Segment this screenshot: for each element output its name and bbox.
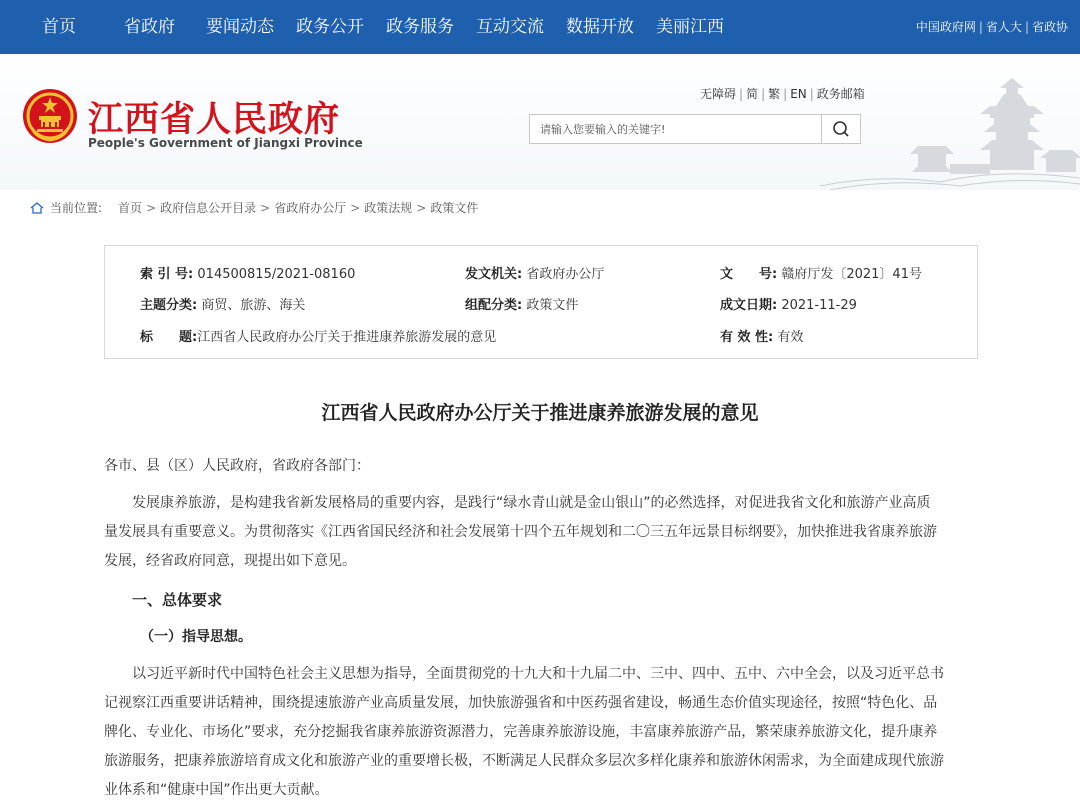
meta-document-number: [720, 263, 922, 282]
meta-value: 014500815/2021-08160: [197, 267, 356, 282]
divider: |: [978, 20, 983, 34]
breadcrumb-separator: >: [146, 201, 157, 215]
divider: |: [739, 87, 744, 101]
document-title: 江西省人民政府办公厅关于推进康养旅游发展的意见: [321, 402, 759, 424]
meta-label: 主题分类:: [140, 298, 198, 313]
link-provincial-congress[interactable]: 省人大: [985, 20, 1022, 34]
link-simplified[interactable]: 简: [746, 87, 759, 101]
breadcrumb-info-disclosure-catalog[interactable]: 政府信息公开目录: [160, 201, 257, 215]
meta-label: 标 题:: [140, 330, 198, 345]
meta-label: 发文机关:: [465, 267, 523, 282]
meta-written-date: [720, 294, 857, 313]
meta-label: 有 效 性:: [720, 330, 774, 345]
meta-label: 组配分类:: [465, 298, 523, 313]
meta-label: 索 引 号:: [140, 267, 194, 282]
meta-value: 江西省人民政府办公厅关于推进康养旅游发展的意见: [197, 330, 497, 345]
meta-genre-category: [465, 294, 578, 313]
document-metadata-box: [104, 245, 978, 359]
breadcrumb-policy-documents[interactable]: 政策文件: [430, 201, 479, 215]
site-title[interactable]: 江西省人民政府: [88, 99, 341, 140]
link-gov-mailbox[interactable]: 政务邮箱: [816, 87, 865, 101]
site-header: [0, 54, 1080, 190]
meta-label: 成文日期:: [720, 298, 778, 313]
link-english[interactable]: EN: [790, 87, 807, 101]
meta-label: 文 号:: [720, 267, 778, 282]
subsection-heading: （一）指导思想。: [140, 629, 252, 645]
intro-paragraph: [104, 489, 982, 576]
breadcrumb-separator: >: [416, 201, 427, 215]
meta-topic-category: [140, 294, 305, 313]
top-nav-bar: [0, 0, 1080, 54]
nav-item-government-services[interactable]: 政务服务: [386, 17, 454, 37]
breadcrumb-label: 当前位置:: [50, 201, 103, 215]
breadcrumb: [30, 199, 478, 216]
divider: |: [761, 87, 766, 101]
guiding-ideology-paragraph: [104, 660, 982, 805]
paragraph-line: 发展康养旅游，是构建我省新发展格局的重要内容，是践行“绿水青山就是金山银山”的必然选择，对促进我省文化和旅游产业高质: [104, 495, 931, 511]
tengwang-pavilion-illustration: [820, 64, 1080, 190]
link-accessibility[interactable]: 无障碍: [700, 87, 737, 101]
divider: |: [809, 87, 814, 101]
national-emblem-icon: [22, 88, 78, 144]
meta-value: 有效: [777, 330, 804, 345]
paragraph-line: 以习近平新时代中国特色社会主义思想为指导，全面贯彻党的十九大和十九届二中、三中、四中、五中、六中全会，以及习近平总书: [104, 666, 944, 682]
paragraph-line: 记视察江西重要讲话精神，围绕提速旅游产业高质量发展，加快旅游强省和中医药强省建设，畅通生态价值实现途径，按照“特色化、品: [104, 695, 938, 711]
link-provincial-cppcc[interactable]: 省政协: [1031, 20, 1068, 34]
meta-issuing-agency: [465, 263, 604, 282]
paragraph-line: 旅游服务，把康养旅游培育成文化和旅游产业的重要增长极，不断满足人民群众多层次多样化康养和旅游休闲需求，为全面建成现代旅游: [104, 753, 944, 769]
nav-item-news[interactable]: 要闻动态: [206, 17, 274, 37]
site-subtitle: People's Government of Jiangxi Province: [88, 136, 363, 150]
meta-value: 2021-11-29: [781, 298, 857, 313]
nav-item-beautiful-jiangxi[interactable]: 美丽江西: [656, 17, 724, 37]
breadcrumb-separator: >: [260, 201, 271, 215]
meta-value: 省政府办公厅: [526, 267, 605, 282]
paragraph-line: 发展，经省政府同意，现提出如下意见。: [104, 553, 356, 569]
paragraph-line: 业体系和“健康中国”作出更大贡献。: [104, 782, 329, 798]
meta-value: 商贸、旅游、海关: [201, 298, 306, 313]
nav-item-interaction[interactable]: 互动交流: [476, 17, 544, 37]
nav-item-provincial-government[interactable]: 省政府: [124, 17, 175, 37]
breadcrumb-home[interactable]: 首页: [118, 201, 143, 215]
meta-title: [140, 326, 496, 345]
link-china-gov[interactable]: 中国政府网: [915, 20, 976, 34]
divider: |: [1024, 20, 1029, 34]
top-external-links: [916, 0, 1068, 54]
breadcrumb-policies-regulations[interactable]: 政策法规: [364, 201, 413, 215]
section-heading: 一、总体要求: [132, 591, 223, 609]
nav-item-government-affairs-disclosure[interactable]: 政务公开: [296, 17, 364, 37]
breadcrumb-general-office[interactable]: 省政府办公厅: [274, 201, 347, 215]
breadcrumb-separator: >: [350, 201, 361, 215]
divider: |: [783, 87, 788, 101]
meta-value: 政策文件: [526, 298, 579, 313]
search-box: [529, 114, 861, 144]
paragraph-line: 量发展具有重要意义。为贯彻落实《江西省国民经济和社会发展第十四个五年规划和二〇三五年远景目标纲要》，加快推进我省康养旅游: [104, 524, 937, 540]
nav-item-open-data[interactable]: 数据开放: [566, 17, 634, 37]
link-traditional[interactable]: 繁: [768, 87, 781, 101]
meta-index-number: [140, 263, 355, 282]
search-input[interactable]: [530, 115, 822, 143]
meta-validity: [720, 326, 803, 345]
home-icon: [30, 202, 44, 214]
meta-value: 赣府厅发〔2021〕41号: [781, 267, 922, 282]
nav-item-home[interactable]: 首页: [42, 17, 76, 37]
salutation: 各市、县（区）人民政府，省政府各部门：: [104, 458, 370, 474]
paragraph-line: 牌化、专业化、市场化”要求，充分挖掘我省康养旅游资源潜力，完善康养旅游设施，丰富康养旅游产品，繁荣康养旅游文化，提升康养: [104, 724, 938, 740]
